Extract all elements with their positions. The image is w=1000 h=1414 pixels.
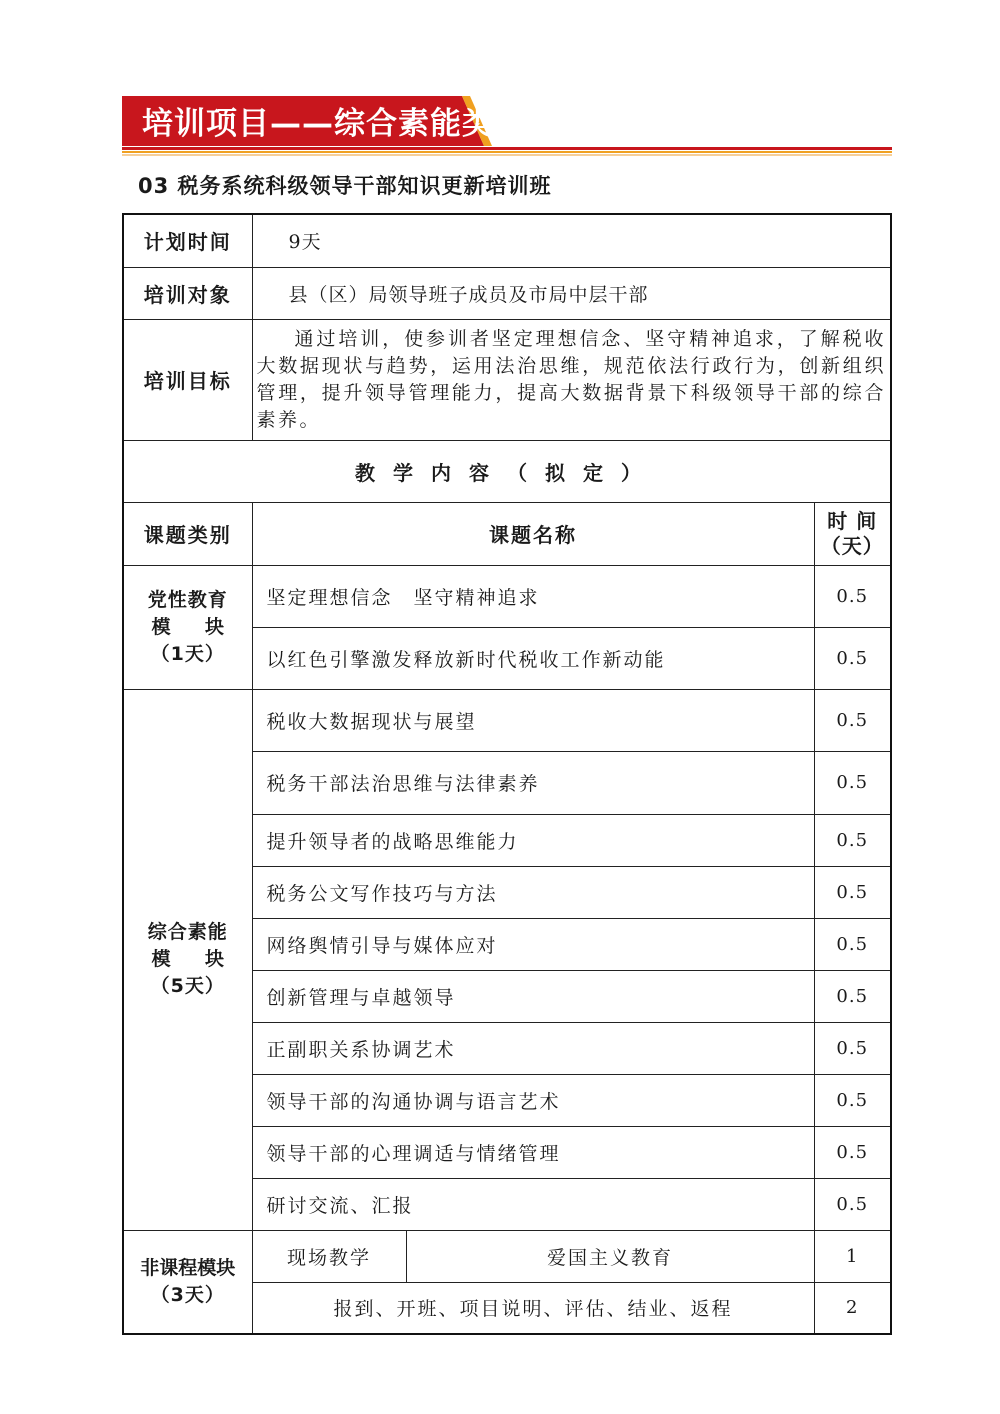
target-label: 培训对象 (123, 267, 252, 319)
banner-line-red (122, 147, 892, 150)
course-time: 0.5 (814, 1178, 891, 1230)
course-time: 0.5 (814, 1126, 891, 1178)
table-row (123, 689, 891, 751)
module-competency-name: 综合素能 (147, 921, 228, 943)
module-competency (123, 689, 252, 1230)
course-name: 领导干部的心理调适与情绪管理 (252, 1126, 814, 1178)
module-noncourse (123, 1230, 252, 1334)
target-value: 县（区）局领导班子成员及市局中层干部 (252, 267, 891, 319)
table-row (123, 1230, 891, 1282)
row-target (123, 267, 891, 319)
page-subtitle: 03 税务系统科级领导干部知识更新培训班 (138, 174, 552, 198)
noncourse-name: 报到、开班、项目说明、评估、结业、返程 (252, 1282, 814, 1334)
module-competency-name-2: 模 块 (151, 948, 239, 970)
course-name: 正副职关系协调艺术 (252, 1022, 814, 1074)
col-header-time-line1: 时 间 (827, 508, 878, 533)
banner-line-orange (122, 151, 892, 153)
course-name: 坚定理想信念 坚守精神追求 (252, 565, 814, 627)
module-party-name: 党性教育 (147, 588, 228, 611)
course-time: 0.5 (814, 970, 891, 1022)
row-plan-time (123, 214, 891, 267)
course-time: 0.5 (814, 1074, 891, 1126)
goal-value-cell (252, 319, 891, 440)
course-time: 0.5 (814, 627, 891, 689)
course-name: 领导干部的沟通协调与语言艺术 (252, 1074, 814, 1126)
course-name: 以红色引擎激发释放新时代税收工作新动能 (252, 627, 814, 689)
course-name: 税务干部法治思维与法律素养 (252, 751, 814, 814)
course-name: 研讨交流、汇报 (252, 1178, 814, 1230)
noncourse-type: 现场教学 (252, 1230, 406, 1282)
module-noncourse-days: （3天） (150, 1283, 225, 1306)
goal-value: 通过培训，使参训者坚定理想信念、坚守精神追求，了解税收大数据现状与趋势，运用法治思维，规范依法行政行为，创新组织管理，提升领导管理能力，提高大数据背景下科级领导干部的综合素养。 (256, 327, 886, 431)
course-time: 0.5 (814, 814, 891, 866)
noncourse-time: 2 (814, 1282, 891, 1334)
course-name: 税务公文写作技巧与方法 (252, 866, 814, 918)
module-party-days: （1天） (150, 642, 225, 665)
course-table (122, 213, 892, 1335)
plan-time-label: 计划时间 (123, 214, 252, 267)
course-time: 0.5 (814, 689, 891, 751)
row-section-heading (123, 440, 891, 502)
banner-line-light (122, 154, 892, 156)
noncourse-time: 1 (814, 1230, 891, 1282)
plan-time-value: 9天 (252, 214, 891, 267)
course-name: 提升领导者的战略思维能力 (252, 814, 814, 866)
col-header-category: 课题类别 (123, 502, 252, 565)
col-header-time (814, 502, 891, 565)
noncourse-name: 爱国主义教育 (406, 1230, 814, 1282)
course-time: 0.5 (814, 565, 891, 627)
module-party-name-2: 模 块 (151, 615, 239, 638)
course-name: 网络舆情引导与媒体应对 (252, 918, 814, 970)
module-party (123, 565, 252, 689)
section-heading: 教学内容（拟定） (123, 440, 891, 502)
row-goal (123, 319, 891, 440)
course-time: 0.5 (814, 866, 891, 918)
goal-label: 培训目标 (123, 319, 252, 440)
col-header-time-line2: （天） (820, 533, 884, 558)
course-time: 0.5 (814, 1022, 891, 1074)
row-column-headers (123, 502, 891, 565)
module-competency-days: （5天） (150, 975, 225, 997)
banner-title: 培训项目——综合素能类 (142, 106, 494, 142)
course-time: 0.5 (814, 751, 891, 814)
course-time: 0.5 (814, 918, 891, 970)
module-noncourse-name: 非课程模块 (140, 1256, 236, 1279)
course-name: 创新管理与卓越领导 (252, 970, 814, 1022)
table-row (123, 565, 891, 627)
course-name: 税收大数据现状与展望 (252, 689, 814, 751)
col-header-name: 课题名称 (252, 502, 814, 565)
section-banner (122, 96, 892, 158)
